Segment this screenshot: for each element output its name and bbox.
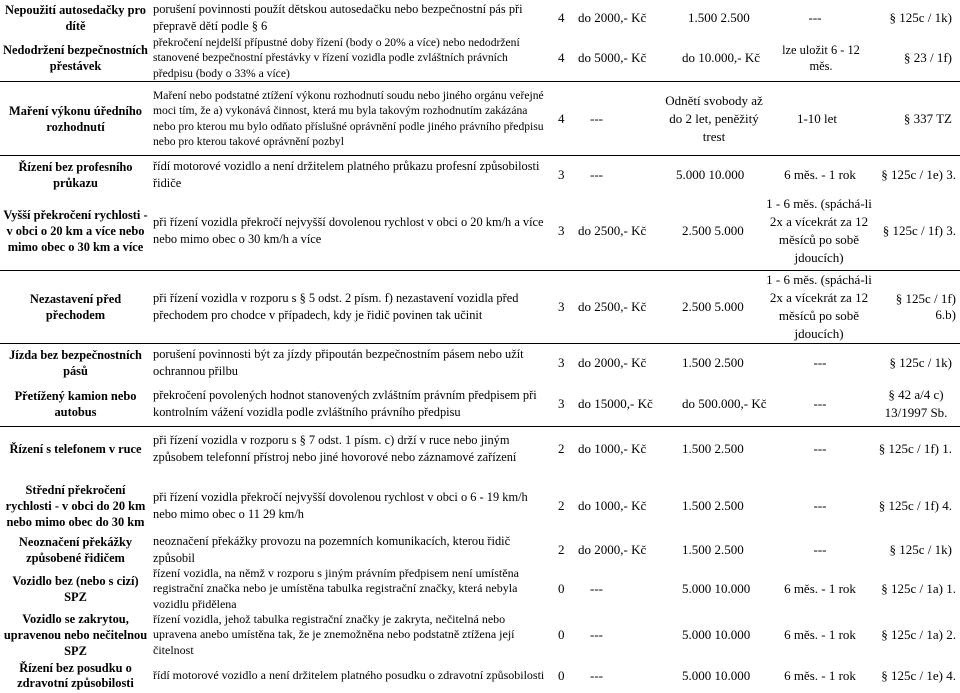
fine-range: ---	[590, 166, 603, 182]
law-reference: § 125c / 1e) 4.	[881, 667, 956, 683]
fine-range: ---	[590, 581, 603, 596]
fine-range: do 2000,- Kč	[578, 10, 647, 25]
fine-range: do 1000,- Kč	[578, 440, 647, 456]
offense-name: Vozidlo se zakrytou, upravenou nebo nečitelnou SPZ	[3, 612, 148, 658]
fine-admin: 5.000 10.000	[682, 581, 751, 596]
points: 2	[558, 541, 565, 557]
offense-description: při řízení vozidla v rozporu s § 7 odst. 1 písm. c) drží v ruce nebo jiným způsobem telefonní přístroj nebo jiné hovorové nebo záznamové zařízení	[153, 432, 517, 464]
offense-name: Vyšší překročení rychlosti - v obci o 20 km a více nebo mimo obec o 30 km a více	[3, 208, 148, 254]
points: 3	[558, 355, 565, 370]
ban: ---	[813, 355, 827, 370]
offense-name: Jízda bez bezpečnostních pásů	[9, 348, 142, 378]
offense-name: Přetížený kamion nebo autobus	[14, 389, 137, 419]
offense-description: neoznačení překážky provozu na pozemních komunikacích, kterou řidič způsobil	[153, 533, 511, 565]
offense-name: Řízení bez profesního průkazu	[18, 159, 133, 190]
points: 0	[558, 667, 565, 683]
law-reference: § 125c / 1a) 2.	[881, 627, 956, 642]
law-reference: § 125c / 1f) 1.	[878, 440, 952, 456]
fine-range: ---	[590, 627, 603, 642]
offense-description: porušení povinnosti použít dětskou autosedačku nebo bezpečnostní pás při přepravě dětí podle § 6	[153, 2, 523, 33]
table-row	[0, 482, 960, 530]
offense-description: řízení vozidla, jehož tabulka registrační značky je zakryta, nečitelná nebo upravena anebo umístěna tak, že je znemožněna nebo podstatně ztížena její čitelnost	[153, 611, 515, 657]
fine-admin: do 500.000,- Kč	[682, 396, 767, 411]
fine-admin: 1.500 2.500	[688, 10, 750, 25]
table-row	[0, 426, 960, 470]
table-row	[0, 36, 960, 80]
law-reference: § 125c / 1e) 3.	[881, 166, 956, 182]
table-row	[0, 658, 960, 693]
table-row	[0, 612, 960, 658]
table-row	[0, 566, 960, 612]
law-reference: § 125c / 1k)	[889, 541, 952, 557]
fine-range: ---	[590, 110, 603, 126]
table-row	[0, 0, 960, 36]
law-reference: § 125c / 1f) 3.	[882, 223, 956, 238]
fine-admin: 1.500 2.500	[682, 498, 744, 513]
points: 3	[558, 396, 565, 411]
fine-admin: 2.500 5.000	[682, 299, 744, 314]
fine-admin: 1.500 2.500	[682, 440, 744, 456]
fine-admin: 1.500 2.500	[682, 355, 744, 370]
ban: ---	[813, 541, 827, 557]
offense-name: Maření výkonu úředního rozhodnutí	[9, 103, 142, 134]
offense-name: Nepoužití autosedačky pro dítě	[5, 3, 146, 33]
offense-description: Maření nebo podstatné ztížení výkonu rozhodnutí soudu nebo jiného orgánu veřejné moci tím, že a) vykonává činnost, která mu byla takovým rozhodnutím zakázána nebo pro kterou mu bylo odňato příslušné oprávnění podle jiného právního předpisu nebo pro kterou takové oprávnění pozbyl	[153, 88, 544, 148]
offense-description: řídí motorové vozidlo a není držitelem platného posudku o zdravotní způsobilosti	[153, 667, 545, 682]
ban: ---	[813, 440, 827, 456]
fine-range: do 2000,- Kč	[578, 355, 647, 370]
offense-name: Vozidlo bez (nebo s cizí) SPZ	[12, 574, 139, 604]
table-row	[0, 533, 960, 566]
ban: lze uložit 6 - 12 měs.	[782, 43, 860, 73]
table-row	[0, 383, 960, 425]
law-reference: § 125c / 1f) 6.b)	[895, 291, 956, 322]
points: 2	[558, 498, 565, 513]
fine-range: ---	[590, 667, 603, 683]
points: 3	[558, 223, 565, 238]
table-row	[0, 81, 960, 155]
law-reference: § 125c / 1a) 1.	[881, 581, 956, 596]
ban-length: 1-10 let	[796, 110, 838, 126]
fine-range: do 2000,- Kč	[578, 541, 647, 557]
fine-admin: do 10.000,- Kč	[682, 50, 760, 65]
offense-description: překročení povolených hodnot stanovených zvláštním právním předpisem při kontrolním vážení vozidla podle zvláštního právního předpisu	[153, 388, 537, 419]
fine-range: do 2500,- Kč	[578, 299, 647, 314]
law-reference: § 125c / 1k)	[889, 10, 952, 25]
offense-name: Řízení s telefonem v ruce	[9, 441, 142, 456]
points: 3	[558, 166, 565, 182]
points: 0	[558, 581, 565, 596]
ban: ---	[813, 396, 827, 411]
fine-admin: 2.500 5.000	[682, 223, 744, 238]
points: 4	[558, 50, 565, 65]
ban: 6 měs. - 1 rok	[784, 581, 856, 596]
table-row	[0, 196, 960, 266]
table-row	[0, 343, 960, 382]
offense-name: Střední překročení rychlosti - v obci do 20 km nebo mimo obec do 30 km	[5, 483, 146, 529]
law-reference: § 125c / 1f) 4.	[878, 498, 952, 513]
table-row	[0, 270, 960, 343]
ban: ---	[813, 498, 827, 513]
fine-range: do 15000,- Kč	[578, 396, 653, 411]
ban: Odnětí svobody až do 2 let, peněžitý trest	[665, 92, 763, 144]
offense-name: Neoznačení překážky způsobené řidičem	[18, 534, 133, 565]
fine-range: do 1000,- Kč	[578, 498, 647, 513]
fine-admin: 5.000 10.000	[682, 627, 751, 642]
ban: 1 - 6 měs. (spáchá-li 2x a vícekrát za 12 měsíců po sobě jdoucích)	[766, 196, 872, 265]
fine-range: do 5000,- Kč	[578, 50, 647, 65]
law-reference: § 125c / 1k)	[889, 355, 952, 370]
ban: 6 měs. - 1 rok	[784, 627, 856, 642]
ban: 1 - 6 měs. (spáchá-li 2x a vícekrát za 12 měsíců po sobě jdoucích)	[766, 272, 872, 341]
law-reference: § 23 / 1f)	[903, 50, 952, 65]
fine-admin: 5.000 10.000	[682, 667, 751, 683]
ban: ---	[808, 10, 822, 25]
offense-name: Řízení bez posudku o zdravotní způsobilosti	[17, 660, 134, 690]
offense-description: při řízení vozidla překročí nejvyšší dovolenou rychlost v obci o 6 - 19 km/h nebo mimo obec o 11 29 km/h	[153, 490, 528, 521]
ban: 6 měs. - 1 rok	[784, 166, 856, 182]
points: 0	[558, 627, 565, 642]
points: 3	[558, 299, 565, 314]
table-row	[0, 155, 960, 193]
fine-admin: 5.000 10.000	[676, 166, 745, 182]
offense-description: řídí motorové vozidlo a není držitelem platného průkazu profesní způsobilosti řidiče	[153, 158, 540, 190]
offense-description: řízení vozidla, na němž v rozporu s jiným právním předpisem není umístěna registrační značka nebo je umístěna tabulka registrační značky, která nebyla vozidlu přidělena	[153, 565, 519, 611]
offense-name: Nezastavení před přechodem	[29, 292, 122, 322]
points: 2	[558, 440, 565, 456]
law-reference: § 337 TZ	[903, 110, 952, 126]
offense-description: při řízení vozidla překročí nejvyšší dovolenou rychlost v obci o 20 km/h a více nebo mimo obec o 30 km/h a více	[153, 215, 544, 246]
offense-description: při řízení vozidla v rozporu s § 5 odst. 2 písm. f) nezastavení vozidla před přechodem pro chodce v případech, kdy je řidič povinen tak učinit	[153, 291, 519, 322]
fine-range: do 2500,- Kč	[578, 223, 647, 238]
points: 4	[558, 10, 565, 25]
offense-name: Nedodržení bezpečnostních přestávek	[3, 43, 148, 73]
fine-admin: 1.500 2.500	[682, 541, 744, 557]
points: 4	[558, 110, 565, 126]
law-reference: § 42 a/4 c) 13/1997 Sb.	[884, 387, 948, 420]
offense-description: porušení povinnosti být za jízdy připoután bezpečnostním pásem nebo užít ochrannou přilbu	[153, 347, 524, 378]
offense-description: překročení nejdelší přípustné doby řízení (body o 20% a více) nebo nedodržení stanovené bezpečnostní přestávky v řízení vozidla podle zvláštních právních předpisu (body o 33% a více)	[153, 35, 520, 80]
ban: 6 měs. - 1 rok	[784, 667, 856, 683]
